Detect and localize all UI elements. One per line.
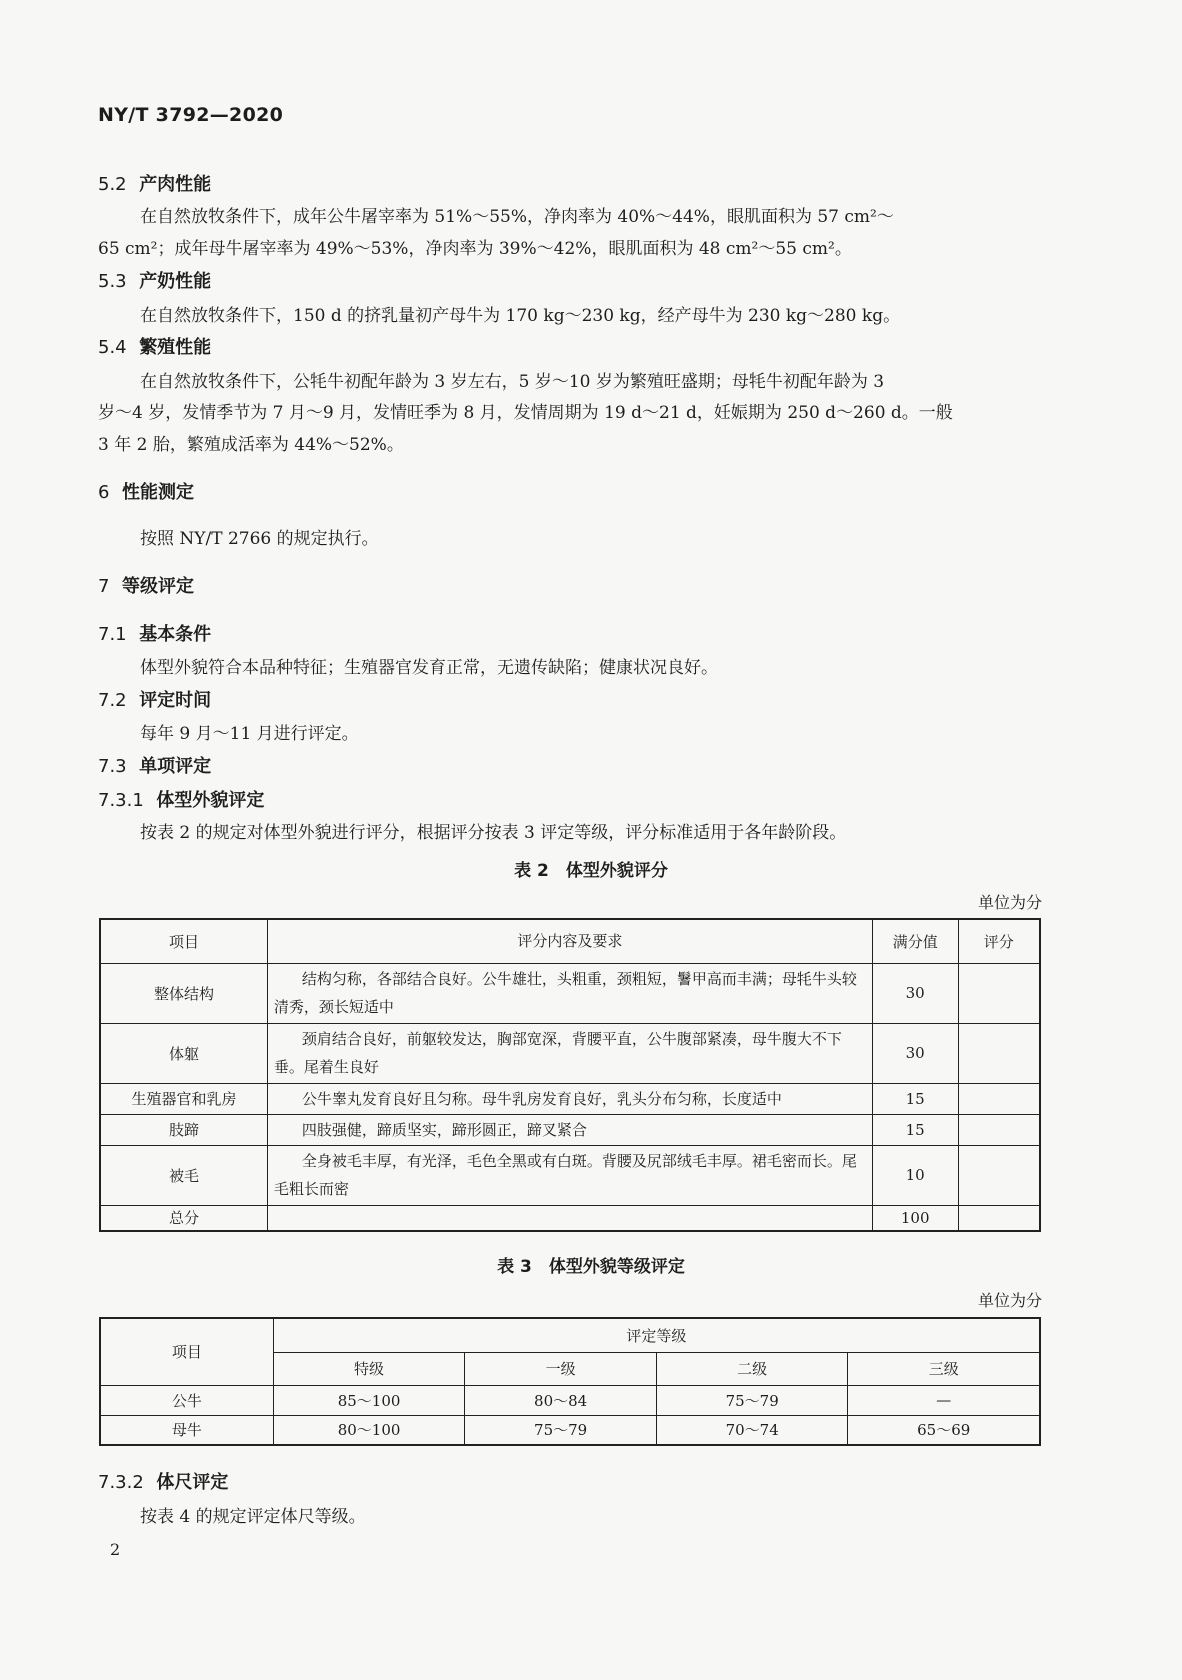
section-title: 评定时间: [139, 690, 212, 711]
section-title: 产奶性能: [139, 271, 212, 292]
section-6-heading: [98, 478, 194, 504]
content-cell: 四肢强健，蹄质坚实，蹄形圆正，蹄叉紧合: [267, 1114, 872, 1145]
section-7-1-heading: [98, 620, 211, 646]
section-number: 7.3.1: [98, 790, 144, 811]
table-row: [100, 1145, 1040, 1205]
section-number: 7: [98, 576, 110, 597]
table-2-appearance-scoring: [99, 918, 1041, 1232]
content-cell: [267, 1205, 872, 1231]
section-number: 5.4: [98, 337, 127, 358]
score-cell: [958, 1083, 1040, 1114]
content-cell: 公牛睾丸发育良好且匀称。母牛乳房发育良好，乳头分布匀称，长度适中: [267, 1083, 872, 1114]
table-3-grade-evaluation: [99, 1317, 1041, 1446]
paragraph-line: 按表 2 的规定对体型外貌进行评分，根据评分按表 3 评定等级，评分标准适用于各年龄阶段。: [140, 823, 847, 843]
header-cell: 评分: [958, 919, 1040, 963]
content-cell: 颈肩结合良好，前躯较发达，胸部宽深，背腰平直，公牛腹部紧凑，母牛腹大不下垂。尾着生良好: [267, 1023, 872, 1083]
item-cell: 生殖器官和乳房: [100, 1083, 267, 1114]
total-label-cell: 总分: [100, 1205, 267, 1231]
value-cell: 75～79: [656, 1385, 848, 1415]
section-number: 5.3: [98, 271, 127, 292]
table-2-caption: 表 2 体型外貌评分: [514, 861, 668, 881]
value-cell: 80～84: [465, 1385, 657, 1415]
paragraph-line: 在自然放牧条件下，成年公牛屠宰率为 51%～55%，净肉率为 40%～44%，眼肌面积为 57 cm²～: [140, 207, 894, 227]
value-cell: 75～79: [465, 1415, 657, 1445]
max-score-cell: 10: [872, 1145, 958, 1205]
section-5-4-heading: [98, 333, 211, 359]
section-title: 性能测定: [122, 482, 194, 503]
value-cell: 85～100: [273, 1385, 465, 1415]
header-cell: 评分内容及要求: [267, 919, 872, 963]
max-score-cell: 15: [872, 1114, 958, 1145]
item-cell: 体躯: [100, 1023, 267, 1083]
section-number: 7.1: [98, 624, 127, 645]
grade-header-cell: 特级: [273, 1352, 465, 1385]
section-title: 基本条件: [139, 624, 212, 645]
page-number: 2: [110, 1540, 121, 1559]
grade-header-cell: 二级: [656, 1352, 848, 1385]
standard-code-header: NY/T 3792—2020: [98, 104, 284, 126]
paragraph-line: 体型外貌符合本品种特征；生殖器官发育正常，无遗传缺陷；健康状况良好。: [140, 658, 718, 678]
section-title: 等级评定: [122, 576, 194, 597]
table-2-unit: 单位为分: [977, 893, 1042, 912]
section-number: 7.3.2: [98, 1472, 144, 1493]
section-7-3-1-heading: [98, 786, 264, 812]
item-cell: 被毛: [100, 1145, 267, 1205]
table-row: [100, 963, 1040, 1023]
section-title: 繁殖性能: [139, 337, 212, 358]
score-cell: [958, 963, 1040, 1023]
value-cell: —: [848, 1385, 1040, 1415]
score-cell: [958, 1114, 1040, 1145]
header-cell: 项目: [100, 919, 267, 963]
table-total-row: [100, 1205, 1040, 1231]
item-cell: 公牛: [100, 1385, 273, 1415]
table-header-row: [100, 919, 1040, 963]
header-cell: 项目: [100, 1318, 273, 1385]
table-row: [100, 1023, 1040, 1083]
header-cell: 满分值: [872, 919, 958, 963]
paragraph-line: 按照 NY/T 2766 的规定执行。: [140, 529, 379, 549]
grade-header-cell: 三级: [848, 1352, 1040, 1385]
section-title: 单项评定: [139, 756, 212, 777]
section-title: 体尺评定: [156, 1472, 229, 1493]
section-title: 产肉性能: [139, 174, 212, 195]
max-score-cell: 30: [872, 1023, 958, 1083]
item-cell: 整体结构: [100, 963, 267, 1023]
item-cell: 母牛: [100, 1415, 273, 1445]
paragraph-line: 65 cm²；成年母牛屠宰率为 49%～53%，净肉率为 39%～42%，眼肌面积为 48 cm²～55 cm²。: [98, 239, 852, 259]
score-cell: [958, 1145, 1040, 1205]
score-cell: [958, 1205, 1040, 1231]
item-cell: 肢蹄: [100, 1114, 267, 1145]
section-5-3-heading: [98, 267, 211, 293]
value-cell: 80～100: [273, 1415, 465, 1445]
max-score-cell: 15: [872, 1083, 958, 1114]
paragraph-line: 3 年 2 胎，繁殖成活率为 44%～52%。: [98, 435, 404, 455]
section-7-heading: [98, 572, 194, 598]
section-number: 7.2: [98, 690, 127, 711]
section-number: 6: [98, 482, 110, 503]
content-cell: 全身被毛丰厚，有光泽，毛色全黑或有白斑。背腰及尻部绒毛丰厚。裙毛密而长。尾毛粗长而密: [267, 1145, 872, 1205]
table-row: [100, 1083, 1040, 1114]
section-5-2-heading: [98, 170, 211, 196]
section-number: 5.2: [98, 174, 127, 195]
section-title: 体型外貌评定: [156, 790, 265, 811]
section-7-3-2-heading: [98, 1468, 228, 1494]
max-score-cell: 30: [872, 963, 958, 1023]
paragraph-line: 在自然放牧条件下，公牦牛初配年龄为 3 岁左右，5 岁～10 岁为繁殖旺盛期；母牦牛初配年龄为 3: [140, 372, 885, 392]
section-7-2-heading: [98, 686, 211, 712]
value-cell: 70～74: [656, 1415, 848, 1445]
grade-header-cell: 一级: [465, 1352, 657, 1385]
paragraph-line: 按表 4 的规定评定体尺等级。: [140, 1507, 366, 1527]
score-cell: [958, 1023, 1040, 1083]
table-3-caption: 表 3 体型外貌等级评定: [497, 1257, 685, 1277]
table-3-unit: 单位为分: [977, 1291, 1042, 1310]
paragraph-line: 岁～4 岁，发情季节为 7 月～9 月，发情旺季为 8 月，发情周期为 19 d～21 d，妊娠期为 250 d～260 d。一般: [98, 403, 953, 423]
table-row: [100, 1385, 1040, 1415]
total-value-cell: 100: [872, 1205, 958, 1231]
header-group-cell: 评定等级: [273, 1318, 1040, 1352]
value-cell: 65～69: [848, 1415, 1040, 1445]
table-row: [100, 1415, 1040, 1445]
content-cell: 结构匀称，各部结合良好。公牛雄壮，头粗重，颈粗短，鬐甲高而丰满；母牦牛头较清秀，颈长短适中: [267, 963, 872, 1023]
paragraph-line: 每年 9 月～11 月进行评定。: [140, 724, 359, 744]
section-number: 7.3: [98, 756, 127, 777]
table-header-row: [100, 1318, 1040, 1352]
paragraph-line: 在自然放牧条件下，150 d 的挤乳量初产母牛为 170 kg～230 kg，经产母牛为 230 kg～280 kg。: [140, 306, 901, 326]
table-row: [100, 1114, 1040, 1145]
section-7-3-heading: [98, 752, 211, 778]
